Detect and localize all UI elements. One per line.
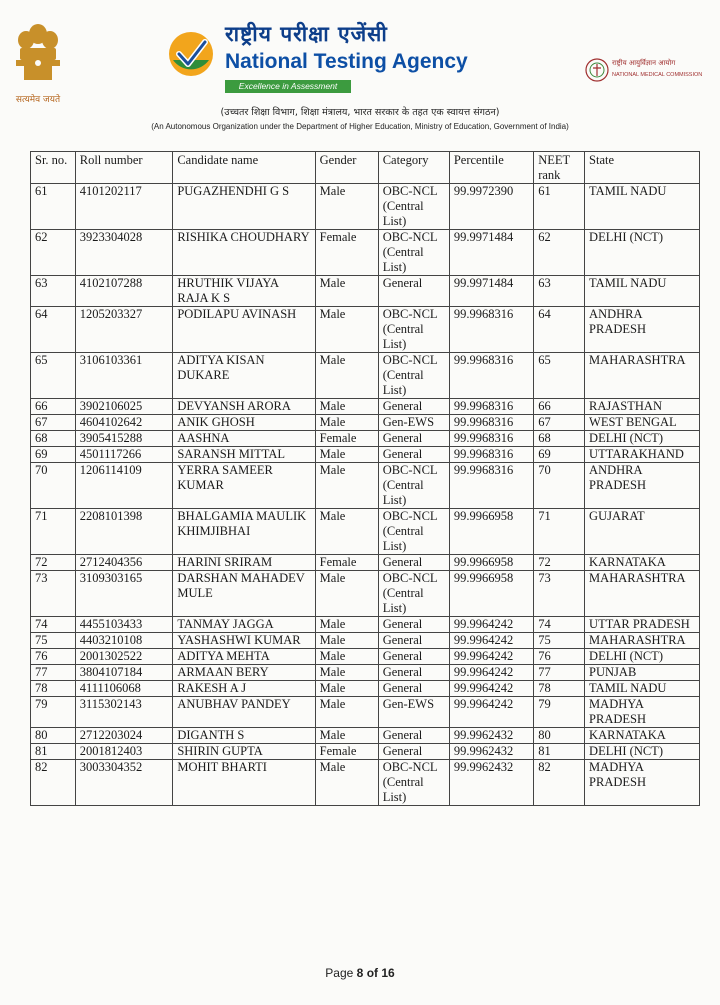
cell-sr: 75 [31, 633, 76, 649]
cell-percentile: 99.9966958 [449, 509, 533, 555]
cell-rank: 62 [534, 230, 585, 276]
cell-roll: 2001302522 [75, 649, 173, 665]
cell-sr: 77 [31, 665, 76, 681]
cell-rank: 63 [534, 276, 585, 307]
cell-gender: Female [315, 431, 378, 447]
cell-name: PUGAZHENDHI G S [173, 184, 315, 230]
cell-percentile: 99.9968316 [449, 463, 533, 509]
cell-percentile: 99.9966958 [449, 555, 533, 571]
cell-category: OBC-NCL (Central List) [378, 353, 449, 399]
cell-percentile: 99.9966958 [449, 571, 533, 617]
cell-roll: 2208101398 [75, 509, 173, 555]
cell-name: RAKESH A J [173, 681, 315, 697]
cell-roll: 1205203327 [75, 307, 173, 353]
cell-name: DIGANTH S [173, 728, 315, 744]
cell-rank: 64 [534, 307, 585, 353]
table-row [31, 509, 700, 555]
cell-roll: 3902106025 [75, 399, 173, 415]
column-header: Sr. no. [31, 152, 76, 184]
cell-name: DARSHAN MAHADEV MULE [173, 571, 315, 617]
national-emblem-icon [10, 22, 66, 84]
cell-name: RISHIKA CHOUDHARY [173, 230, 315, 276]
cell-category: OBC-NCL (Central List) [378, 230, 449, 276]
cell-percentile: 99.9964242 [449, 649, 533, 665]
cell-state: TAMIL NADU [585, 681, 700, 697]
cell-state: ANDHRA PRADESH [585, 463, 700, 509]
cell-state: TAMIL NADU [585, 184, 700, 230]
table-row [31, 571, 700, 617]
cell-state: KARNATAKA [585, 728, 700, 744]
cell-gender: Male [315, 633, 378, 649]
cell-sr: 82 [31, 760, 76, 806]
cell-category: OBC-NCL (Central List) [378, 509, 449, 555]
cell-rank: 73 [534, 571, 585, 617]
nta-logo-icon [167, 30, 215, 78]
cell-rank: 81 [534, 744, 585, 760]
table-row [31, 744, 700, 760]
cell-roll: 2712404356 [75, 555, 173, 571]
page-footer [0, 966, 720, 980]
cell-percentile: 99.9968316 [449, 353, 533, 399]
cell-sr: 73 [31, 571, 76, 617]
hindi-agency-title: राष्ट्रीय परीक्षा एजेंसी [225, 22, 388, 46]
cell-gender: Female [315, 555, 378, 571]
cell-sr: 76 [31, 649, 76, 665]
cell-state: PUNJAB [585, 665, 700, 681]
cell-percentile: 99.9968316 [449, 307, 533, 353]
cell-percentile: 99.9964242 [449, 681, 533, 697]
cell-category: General [378, 431, 449, 447]
column-header: Roll number [75, 152, 173, 184]
cell-category: OBC-NCL (Central List) [378, 463, 449, 509]
cell-name: HRUTHIK VIJAYA RAJA K S [173, 276, 315, 307]
cell-sr: 69 [31, 447, 76, 463]
subtitle-hindi: (उच्चतर शिक्षा विभाग, शिक्षा मंत्रालय, भारत सरकार के तहत एक स्वायत्त संगठन) [220, 107, 500, 118]
table-row [31, 353, 700, 399]
column-header: NEET rank [534, 152, 585, 184]
cell-roll: 3115302143 [75, 697, 173, 728]
cell-percentile: 99.9962432 [449, 744, 533, 760]
cell-name: ANUBHAV PANDEY [173, 697, 315, 728]
cell-name: SARANSH MITTAL [173, 447, 315, 463]
table-row [31, 230, 700, 276]
cell-sr: 63 [31, 276, 76, 307]
table-row [31, 681, 700, 697]
cell-gender: Male [315, 571, 378, 617]
emblem-motto: सत्यमेव जयते [15, 95, 61, 105]
table-row [31, 307, 700, 353]
cell-category: General [378, 728, 449, 744]
cell-state: GUJARAT [585, 509, 700, 555]
cell-gender: Male [315, 649, 378, 665]
page-of: of [366, 966, 379, 980]
table-body [31, 184, 700, 806]
cell-name: DEVYANSH ARORA [173, 399, 315, 415]
table-row [31, 617, 700, 633]
cell-category: General [378, 665, 449, 681]
cell-category: General [378, 276, 449, 307]
cell-percentile: 99.9962432 [449, 728, 533, 744]
cell-gender: Male [315, 697, 378, 728]
cell-percentile: 99.9968316 [449, 415, 533, 431]
cell-category: General [378, 744, 449, 760]
subtitle-english: (An Autonomous Organization under the Department of Higher Education, Ministry of Education, Government of India) [151, 122, 569, 131]
agency-tagline: Excellence in Assessment [225, 80, 351, 93]
page-prefix: Page [325, 966, 354, 980]
table-row [31, 697, 700, 728]
cell-category: General [378, 649, 449, 665]
cell-name: HARINI SRIRAM [173, 555, 315, 571]
cell-state: MADHYA PRADESH [585, 697, 700, 728]
table-row [31, 463, 700, 509]
table-row [31, 431, 700, 447]
cell-rank: 71 [534, 509, 585, 555]
table-header-row [31, 152, 700, 184]
cell-roll: 3923304028 [75, 230, 173, 276]
cell-percentile: 99.9968316 [449, 399, 533, 415]
cell-rank: 78 [534, 681, 585, 697]
cell-category: OBC-NCL (Central List) [378, 571, 449, 617]
cell-state: MAHARASHTRA [585, 633, 700, 649]
cell-rank: 67 [534, 415, 585, 431]
cell-rank: 75 [534, 633, 585, 649]
cell-roll: 3106103361 [75, 353, 173, 399]
cell-percentile: 99.9964242 [449, 633, 533, 649]
cell-gender: Male [315, 276, 378, 307]
cell-roll: 1206114109 [75, 463, 173, 509]
table-row [31, 399, 700, 415]
cell-rank: 61 [534, 184, 585, 230]
cell-gender: Male [315, 307, 378, 353]
cell-sr: 80 [31, 728, 76, 744]
cell-name: YERRA SAMEER KUMAR [173, 463, 315, 509]
column-header: Gender [315, 152, 378, 184]
table-row [31, 555, 700, 571]
cell-rank: 76 [534, 649, 585, 665]
cell-percentile: 99.9972390 [449, 184, 533, 230]
cell-rank: 66 [534, 399, 585, 415]
cell-name: ARMAAN BERY [173, 665, 315, 681]
nmc-hindi-name: राष्ट्रीय आयुर्विज्ञान आयोग [612, 59, 676, 67]
table-row [31, 728, 700, 744]
cell-sr: 67 [31, 415, 76, 431]
cell-sr: 72 [31, 555, 76, 571]
table-row [31, 760, 700, 806]
column-header: Category [378, 152, 449, 184]
nmc-english-name: NATIONAL MEDICAL COMMISSION [612, 72, 703, 78]
cell-category: General [378, 681, 449, 697]
column-header: State [585, 152, 700, 184]
cell-sr: 71 [31, 509, 76, 555]
cell-gender: Male [315, 463, 378, 509]
cell-roll: 4604102642 [75, 415, 173, 431]
cell-rank: 82 [534, 760, 585, 806]
cell-name: SHIRIN GUPTA [173, 744, 315, 760]
cell-name: ADITYA KISAN DUKARE [173, 353, 315, 399]
cell-roll: 4455103433 [75, 617, 173, 633]
cell-roll: 4102107288 [75, 276, 173, 307]
cell-state: KARNATAKA [585, 555, 700, 571]
cell-rank: 72 [534, 555, 585, 571]
table-row [31, 276, 700, 307]
cell-rank: 74 [534, 617, 585, 633]
cell-state: WEST BENGAL [585, 415, 700, 431]
cell-gender: Female [315, 744, 378, 760]
cell-roll: 4111106068 [75, 681, 173, 697]
cell-rank: 79 [534, 697, 585, 728]
cell-gender: Female [315, 230, 378, 276]
cell-category: OBC-NCL (Central List) [378, 184, 449, 230]
cell-state: MAHARASHTRA [585, 353, 700, 399]
cell-percentile: 99.9971484 [449, 276, 533, 307]
document-header [0, 0, 720, 145]
cell-state: MAHARASHTRA [585, 571, 700, 617]
cell-name: YASHASHWI KUMAR [173, 633, 315, 649]
nmc-logo-icon [585, 58, 609, 82]
cell-gender: Male [315, 353, 378, 399]
cell-rank: 68 [534, 431, 585, 447]
cell-sr: 66 [31, 399, 76, 415]
cell-category: Gen-EWS [378, 697, 449, 728]
cell-state: ANDHRA PRADESH [585, 307, 700, 353]
cell-rank: 80 [534, 728, 585, 744]
cell-roll: 3109303165 [75, 571, 173, 617]
cell-name: ADITYA MEHTA [173, 649, 315, 665]
cell-roll: 3003304352 [75, 760, 173, 806]
cell-name: BHALGAMIA MAULIK KHIMJIBHAI [173, 509, 315, 555]
cell-name: PODILAPU AVINASH [173, 307, 315, 353]
cell-sr: 62 [31, 230, 76, 276]
cell-sr: 61 [31, 184, 76, 230]
cell-percentile: 99.9968316 [449, 447, 533, 463]
cell-sr: 65 [31, 353, 76, 399]
cell-gender: Male [315, 760, 378, 806]
cell-percentile: 99.9968316 [449, 431, 533, 447]
cell-state: TAMIL NADU [585, 276, 700, 307]
cell-percentile: 99.9964242 [449, 617, 533, 633]
cell-gender: Male [315, 184, 378, 230]
table-row [31, 649, 700, 665]
table-row [31, 184, 700, 230]
table-row [31, 665, 700, 681]
cell-roll: 2001812403 [75, 744, 173, 760]
agency-title: National Testing Agency [225, 50, 468, 73]
cell-name: AASHNA [173, 431, 315, 447]
column-header: Candidate name [173, 152, 315, 184]
cell-state: DELHI (NCT) [585, 744, 700, 760]
cell-state: DELHI (NCT) [585, 431, 700, 447]
cell-sr: 81 [31, 744, 76, 760]
cell-gender: Male [315, 415, 378, 431]
cell-gender: Male [315, 399, 378, 415]
cell-roll: 4501117266 [75, 447, 173, 463]
cell-sr: 79 [31, 697, 76, 728]
page-total: 16 [381, 966, 395, 980]
cell-category: General [378, 447, 449, 463]
cell-state: UTTARAKHAND [585, 447, 700, 463]
cell-state: MADHYA PRADESH [585, 760, 700, 806]
cell-gender: Male [315, 509, 378, 555]
cell-gender: Male [315, 681, 378, 697]
cell-sr: 78 [31, 681, 76, 697]
cell-sr: 74 [31, 617, 76, 633]
results-table [30, 151, 700, 806]
cell-state: RAJASTHAN [585, 399, 700, 415]
cell-rank: 77 [534, 665, 585, 681]
cell-rank: 69 [534, 447, 585, 463]
cell-category: OBC-NCL (Central List) [378, 760, 449, 806]
cell-category: General [378, 633, 449, 649]
cell-rank: 65 [534, 353, 585, 399]
cell-name: ANIK GHOSH [173, 415, 315, 431]
cell-rank: 70 [534, 463, 585, 509]
column-header: Percentile [449, 152, 533, 184]
cell-percentile: 99.9962432 [449, 760, 533, 806]
cell-category: General [378, 399, 449, 415]
cell-roll: 3804107184 [75, 665, 173, 681]
cell-name: TANMAY JAGGA [173, 617, 315, 633]
cell-sr: 70 [31, 463, 76, 509]
cell-name: MOHIT BHARTI [173, 760, 315, 806]
table-row [31, 447, 700, 463]
cell-roll: 4101202117 [75, 184, 173, 230]
cell-gender: Male [315, 617, 378, 633]
table-row [31, 415, 700, 431]
cell-category: OBC-NCL (Central List) [378, 307, 449, 353]
cell-category: General [378, 555, 449, 571]
cell-category: General [378, 617, 449, 633]
cell-roll: 4403210108 [75, 633, 173, 649]
cell-gender: Male [315, 728, 378, 744]
cell-sr: 68 [31, 431, 76, 447]
cell-roll: 3905415288 [75, 431, 173, 447]
cell-percentile: 99.9971484 [449, 230, 533, 276]
cell-percentile: 99.9964242 [449, 665, 533, 681]
cell-gender: Male [315, 665, 378, 681]
cell-category: Gen-EWS [378, 415, 449, 431]
cell-gender: Male [315, 447, 378, 463]
table-row [31, 633, 700, 649]
cell-state: DELHI (NCT) [585, 649, 700, 665]
page-number: 8 [356, 966, 364, 980]
cell-state: UTTAR PRADESH [585, 617, 700, 633]
cell-percentile: 99.9964242 [449, 697, 533, 728]
cell-sr: 64 [31, 307, 76, 353]
cell-roll: 2712203024 [75, 728, 173, 744]
cell-state: DELHI (NCT) [585, 230, 700, 276]
